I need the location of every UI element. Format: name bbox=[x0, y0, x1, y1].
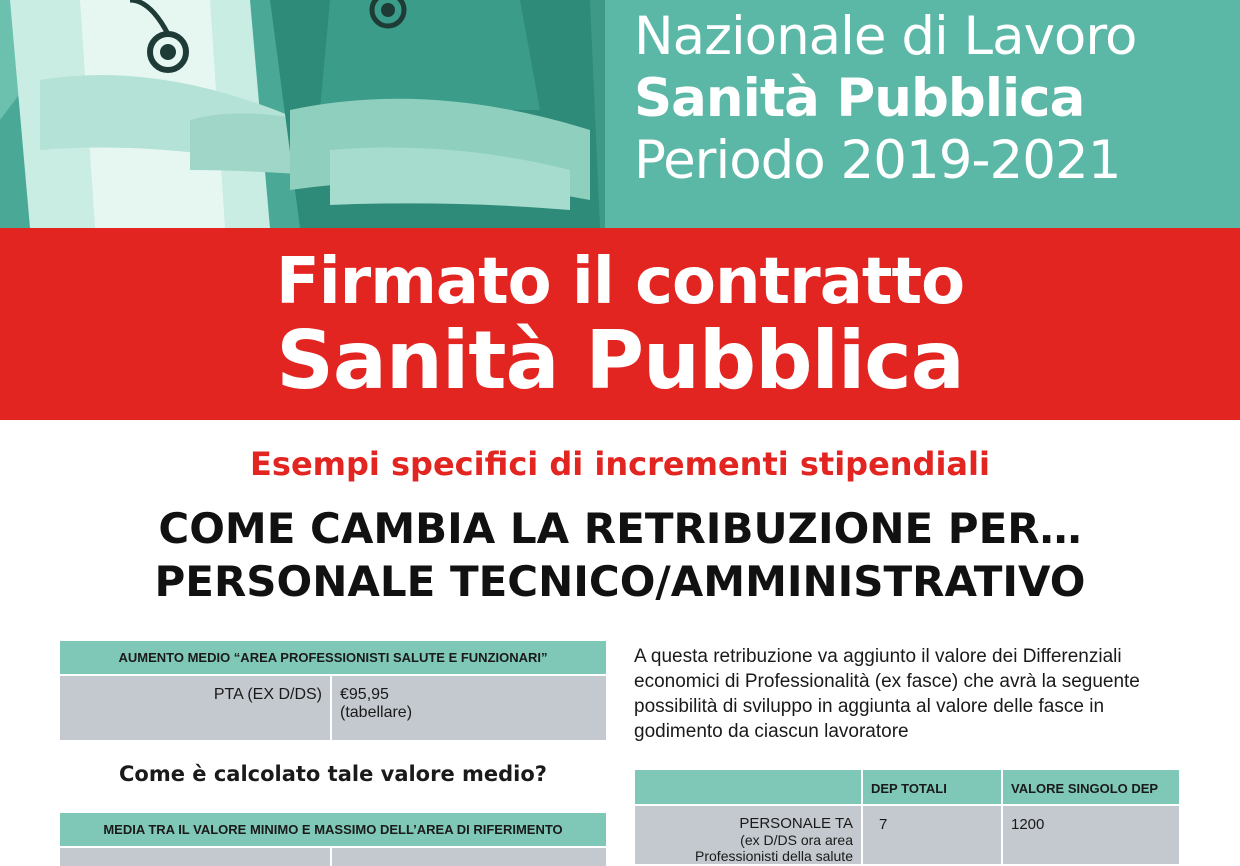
section-heading-1: COME CAMBIA LA RETRIBUZIONE PER… bbox=[158, 504, 1082, 553]
row-value: €95,95 bbox=[340, 686, 389, 703]
row-label: PTA (EX D/DS) bbox=[60, 676, 332, 740]
row-label-cell bbox=[635, 806, 863, 864]
healthcare-workers-photo bbox=[0, 0, 605, 228]
average-table bbox=[60, 813, 606, 866]
row-label-cell bbox=[60, 848, 332, 866]
header-valore-singolo: VALORE SINGOLO DEP bbox=[1011, 781, 1159, 796]
header-line-3: Periodo 2019-2021 bbox=[634, 130, 1121, 191]
average-table-header: MEDIA TRA IL VALORE MINIMO E MASSIMO DELL’AREA DI RIFERIMENTO bbox=[60, 813, 606, 846]
row-total: 7 bbox=[863, 806, 1003, 864]
headline-banner bbox=[0, 228, 1240, 420]
header-title bbox=[634, 6, 1136, 192]
header-line-2: Sanità Pubblica bbox=[634, 68, 1085, 129]
section-subtitle: Esempi specifici di incrementi stipendiali bbox=[250, 445, 990, 483]
header-empty-cell bbox=[635, 770, 863, 804]
row-sublabel-2: Professionisti della salute bbox=[695, 848, 853, 864]
banner-line-1: Firmato il contratto bbox=[275, 245, 965, 319]
row-value: 1200 bbox=[1011, 816, 1045, 833]
row-note: (tabellare) bbox=[340, 704, 413, 721]
dep-table bbox=[635, 770, 1179, 864]
header-hero bbox=[0, 0, 1240, 228]
healthcare-workers-illustration bbox=[0, 0, 605, 228]
increase-table-header: AUMENTO MEDIO “AREA PROFESSIONISTI SALUTE E FUNZIONARI” bbox=[60, 641, 606, 674]
section-heading-2: PERSONALE TECNICO/AMMINISTRATIVO bbox=[154, 557, 1086, 606]
table-row bbox=[60, 674, 606, 740]
question-heading: Come è calcolato tale valore medio? bbox=[119, 762, 547, 786]
header-dep-totali: DEP TOTALI bbox=[863, 770, 1003, 804]
header-line-1: Nazionale di Lavoro bbox=[634, 6, 1137, 67]
table-row bbox=[635, 804, 1179, 864]
row-value-cell bbox=[332, 676, 606, 740]
row-label: PERSONALE TA bbox=[739, 815, 853, 832]
explanation-paragraph: A questa retribuzione va aggiunto il valore dei Differenziali economici di Professionalità (ex fasce) che avrà la seguente possibilità di sviluppo in aggiunta al valore delle fasce in godimento da ciascun lavoratore bbox=[634, 646, 1140, 742]
increase-table bbox=[60, 641, 606, 740]
table-row bbox=[60, 846, 606, 866]
dep-table-header bbox=[635, 770, 1179, 804]
banner-line-2: Sanità Pubblica bbox=[276, 314, 964, 407]
row-sublabel-1: (ex D/DS ora area bbox=[740, 832, 853, 848]
